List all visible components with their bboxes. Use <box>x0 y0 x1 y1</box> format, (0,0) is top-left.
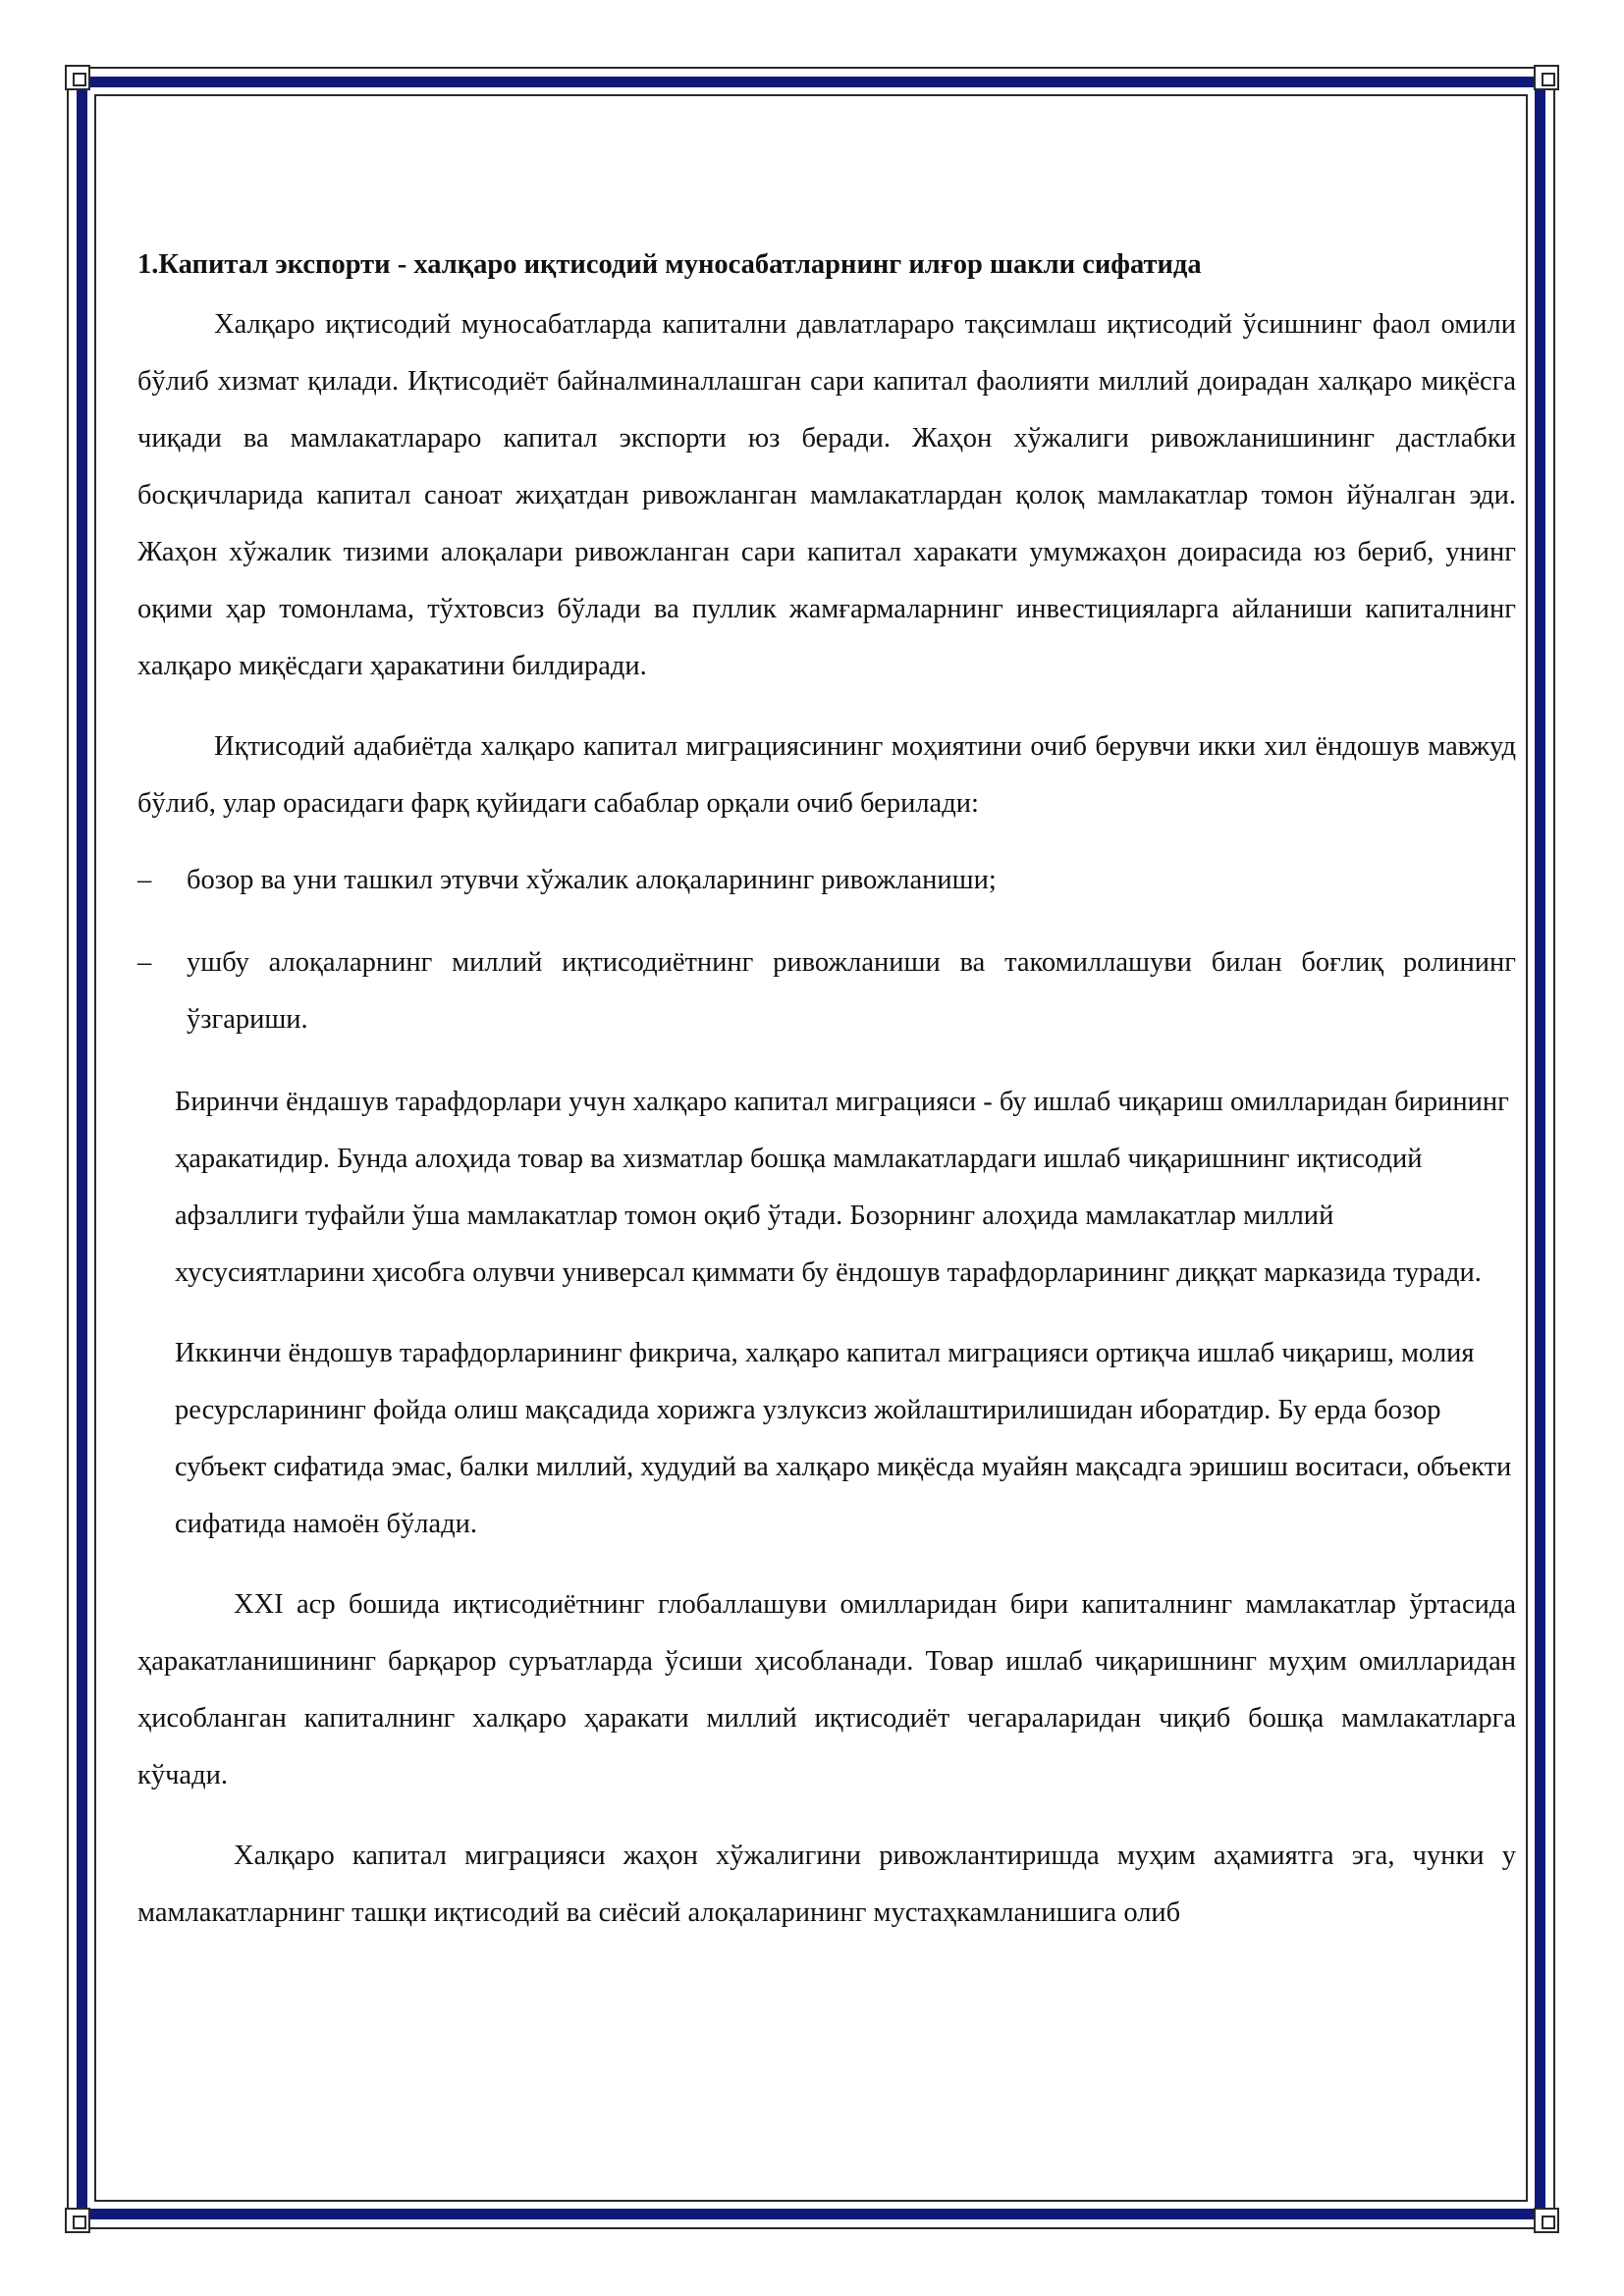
paragraph: Халқаро иқтисодий муносабатларда капитални давлатлараро тақсимлаш иқтисодий ўсишнинг фаол омили бўлиб хизмат қилади. Иқтисодиёт байналминаллашган сари капитал фаолияти миллий доирадан халқаро миқёсга чиқади ва мамлакатлараро капитал экспорти юз беради. Жаҳон хўжалиги ривожланишининг дастлабки босқичларида капитал саноат жиҳатдан ривожланган мамлакатлардан қолоқ мамлакатлар томон йўналган эди. Жаҳон хўжалик тизими алоқалари ривожланган сари капитал харакати умумжаҳон доирасида юз бериб, унинг оқими ҳар томонлама, тўхтовсиз бўлади ва пуллик жамғармаларнинг инвестицияларга айланиши капиталнинг халқаро миқёсдаги ҳаракатини билдиради. <box>137 309 1516 681</box>
list-item <box>137 852 1516 909</box>
frame-corner-ornament <box>65 2208 90 2233</box>
list-item-text: ушбу алоқаларнинг миллий иқтисодиётнинг ривожланиши ва такомиллашуви билан боғлиқ ролининг ўзгариши. <box>187 947 1516 1035</box>
paragraph: Иқтисодий адабиётда халқаро капитал миграциясининг моҳиятини очиб берувчи икки хил ёндошув мавжуд бўлиб, улар орасидаги фарқ қуйидаги сабаблар орқали очиб берилади: <box>137 731 1516 819</box>
indented-block: Биринчи ёндашув тарафдорлари учун халқаро капитал миграцияси - бу ишлаб чиқариш омилларидан бирининг ҳаракатидир. Бунда алоҳида товар ва хизматлар бошқа мамлакатлардаги ишлаб чиқаришнинг иқтисодий афзаллиги туфайли ўша мамлакатлар томон оқиб ўтади. Бозорнинг алоҳида мамлакатлар миллий хусусиятларини ҳисобга олувчи универсал қиммати бу ёндошув тарафдорларининг диққат марказида туради. <box>175 1087 1509 1288</box>
indented-block: Иккинчи ёндошув тарафдорларининг фикрича, халқаро капитал миграцияси ортиқча ишлаб чиқариш, молия ресурсларининг фойда олиш мақсадида хорижга узлуксиз жойлаштирилишидан иборатдир. Бу ерда бозор субъект сифатида эмас, балки миллий, худудий ва халқаро миқёсда муайян мақсадга эришиш воситаси, объекти сифатида намоён бўлади. <box>175 1338 1512 1539</box>
bullet-list <box>137 852 1516 1048</box>
frame-corner-ornament <box>1534 2208 1559 2233</box>
dash-bullet: – <box>137 865 152 895</box>
dash-bullet: – <box>137 947 152 978</box>
list-item-text: бозор ва уни ташкил этувчи хўжалик алоқаларининг ривожланиши; <box>187 865 997 895</box>
frame-corner-ornament <box>65 65 90 90</box>
frame-corner-ornament <box>1534 65 1559 90</box>
paragraph: XXI аср бошида иқтисодиётнинг глобаллашуви омилларидан бири капиталнинг мамлакатлар ўртасида ҳаракатланишининг барқарор суръатларда ўсиши ҳисобланади. Товар ишлаб чиқаришнинг муҳим омилларидан ҳисобланган капиталнинг халқаро ҳаракати миллий иқтисодиёт чегараларидан чиқиб бошқа мамлакатларга кўчади. <box>137 1589 1516 1790</box>
document-body <box>137 245 1516 1942</box>
paragraph: Халқаро капитал миграцияси жаҳон хўжалигини ривожлантиришда муҳим аҳамиятга эга, чунки у мамлакатларнинг ташқи иқтисодий ва сиёсий алоқаларининг мустаҳкамланишига олиб <box>137 1841 1516 1928</box>
list-item <box>137 934 1516 1048</box>
section-heading: 1.Капитал экспорти - халқаро иқтисодий муносабатларнинг илғор шакли сифатида <box>137 249 1202 280</box>
